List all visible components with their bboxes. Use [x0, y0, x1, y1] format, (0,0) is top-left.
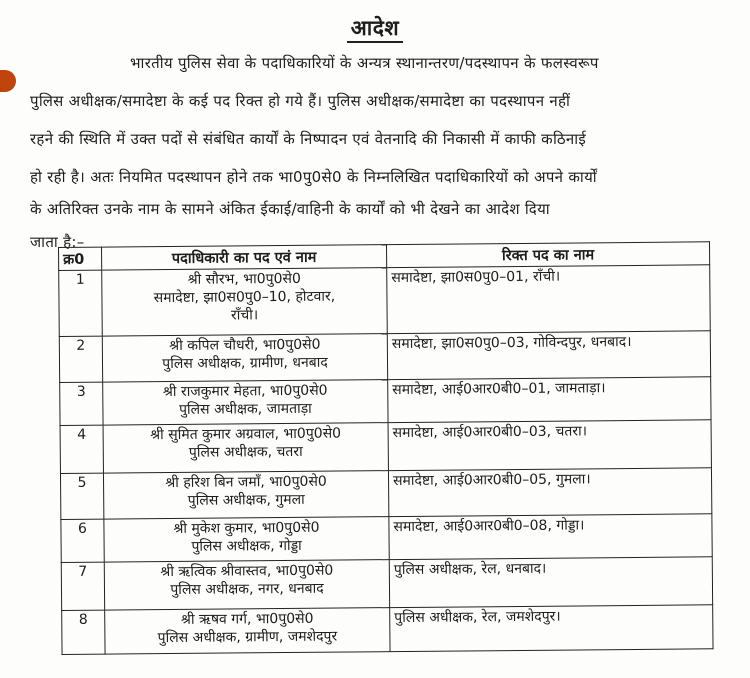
- row-serial: 2: [59, 336, 102, 382]
- row-vacant-post: समादेष्टा, आई0आर0बी0–01, जामताड़ा।: [388, 377, 711, 423]
- paragraph-line-3: रहने की स्थिति में उक्त पदों से संबंधित कार्यों के निष्पादन एवं वेतनादि की निकासी में काफी कठिनाई: [30, 130, 587, 148]
- officer-assignment-table: [58, 241, 714, 655]
- table-row: [59, 265, 711, 337]
- table-row: [59, 331, 710, 383]
- row-vacant-post: पुलिस अधीक्षक, रेल, धनबाद।: [389, 557, 712, 608]
- row-serial: 1: [59, 270, 103, 336]
- document-heading: [0, 14, 750, 42]
- row-vacant-post: समादेष्टा, झा0स0पु0–01, राँची।: [387, 265, 711, 334]
- header-officer-name: पदाधिकारी का पद एवं नाम: [102, 245, 387, 270]
- row-serial: 6: [61, 519, 104, 562]
- paragraph-line-4: हो रही है। अतः नियमित पदस्थापन होने तक भा0पु0से0 के निम्नलिखित पदाधिकारियों को अपने कार्यों: [30, 168, 597, 186]
- officer-name-line: श्री ऋत्विक श्रीवास्तव, भा0पु0से0: [160, 562, 334, 581]
- table-row: [60, 420, 711, 474]
- officer-name-line: श्री हरिश बिन जमाँ, भा0पु0से0: [165, 473, 327, 492]
- officer-posting-line: पुलिस अधीक्षक, जामताड़ा: [178, 400, 312, 418]
- officer-name-line: श्री राजकुमार मेहता, भा0पु0से0: [162, 382, 328, 401]
- paragraph-line-6: जाता है:–: [30, 233, 85, 251]
- row-serial: 8: [62, 610, 105, 654]
- header-serial: क्र0: [59, 247, 102, 270]
- row-officer: [103, 380, 388, 425]
- row-vacant-post: समादेष्टा, आई0आर0बी0–08, गोड्डा।: [389, 514, 712, 560]
- paragraph-line-2: पुलिस अधीक्षक/समादेष्टा के कई पद रिक्त हो गये हैं। पुलिस अधीक्षक/समादेष्टा का पदस्थापन नहीं: [30, 92, 571, 110]
- paragraph-line-5: के अतिरिक्त उनके नाम के सामने अंकित ईकाई/वाहिनी के कार्यों को भी देखने का आदेश दिया: [30, 200, 550, 218]
- table-row: [62, 605, 713, 655]
- table-row: [60, 377, 711, 426]
- table-row: [61, 514, 712, 563]
- table-row: [60, 468, 711, 520]
- officer-name-line: श्री मुकेश कुमार, भा0पु0से0: [173, 519, 320, 538]
- officer-posting-line: राँची।: [230, 307, 259, 324]
- officer-posting-line: पुलिस अधीक्षक, ग्रामीण, धनबाद: [162, 354, 328, 373]
- row-vacant-post: समादेष्टा, झा0स0पु0–03, गोविन्दपुर, धनबाद।: [387, 331, 710, 380]
- officer-name-line: श्री कपिल चौधरी, भा0पु0से0: [169, 336, 321, 355]
- row-officer: [104, 560, 389, 610]
- heading-text: आदेश: [347, 16, 403, 43]
- paragraph-line-1: भारतीय पुलिस सेवा के पदाधिकारियों के अन्यत्र स्थानान्तरण/पदस्थापन के फलस्वरूप: [130, 54, 599, 72]
- binder-hole-mark: [0, 70, 16, 92]
- row-vacant-post: समादेष्टा, आई0आर0बी0–05, गुमला।: [388, 468, 711, 517]
- header-vacant-post: रिक्त पद का नाम: [386, 242, 709, 268]
- row-vacant-post: पुलिस अधीक्षक, रेल, जमशेदपुर।: [390, 605, 713, 652]
- row-officer: [104, 517, 389, 562]
- row-serial: 7: [61, 562, 104, 610]
- row-officer: [105, 608, 390, 654]
- row-serial: 5: [60, 473, 103, 519]
- officer-name-line: श्री ऋषव गर्ग, भा0पु0से0: [180, 610, 314, 628]
- row-vacant-post: समादेष्टा, आई0आर0बी0–03, चतरा।: [388, 420, 711, 471]
- officer-posting-line: पुलिस अधीक्षक, चतरा: [188, 443, 303, 461]
- officer-posting-line: पुलिस अधीक्षक, ग्रामीण, जमशेदपुर: [157, 628, 338, 647]
- officer-name-line: श्री सुमित कुमार अग्रवाल, भा0पु0से0: [150, 425, 342, 444]
- officer-posting-line: पुलिस अधीक्षक, गुमला: [187, 491, 305, 509]
- officer-posting-line: पुलिस अधीक्षक, नगर, धनबाद: [170, 580, 324, 599]
- officer-posting-line: समादेष्टा, झा0स0पु0–10, होटवार,: [153, 288, 336, 307]
- officer-posting-line: पुलिस अधीक्षक, गोड्डा: [191, 537, 302, 555]
- row-officer: [102, 334, 387, 382]
- row-officer: [103, 423, 388, 473]
- table-row: [61, 557, 712, 611]
- row-serial: 3: [60, 382, 103, 425]
- row-serial: 4: [60, 425, 103, 473]
- officer-name-line: श्री सौरभ, भा0पु0से0: [187, 270, 301, 288]
- row-officer: [102, 268, 388, 336]
- row-officer: [103, 471, 388, 519]
